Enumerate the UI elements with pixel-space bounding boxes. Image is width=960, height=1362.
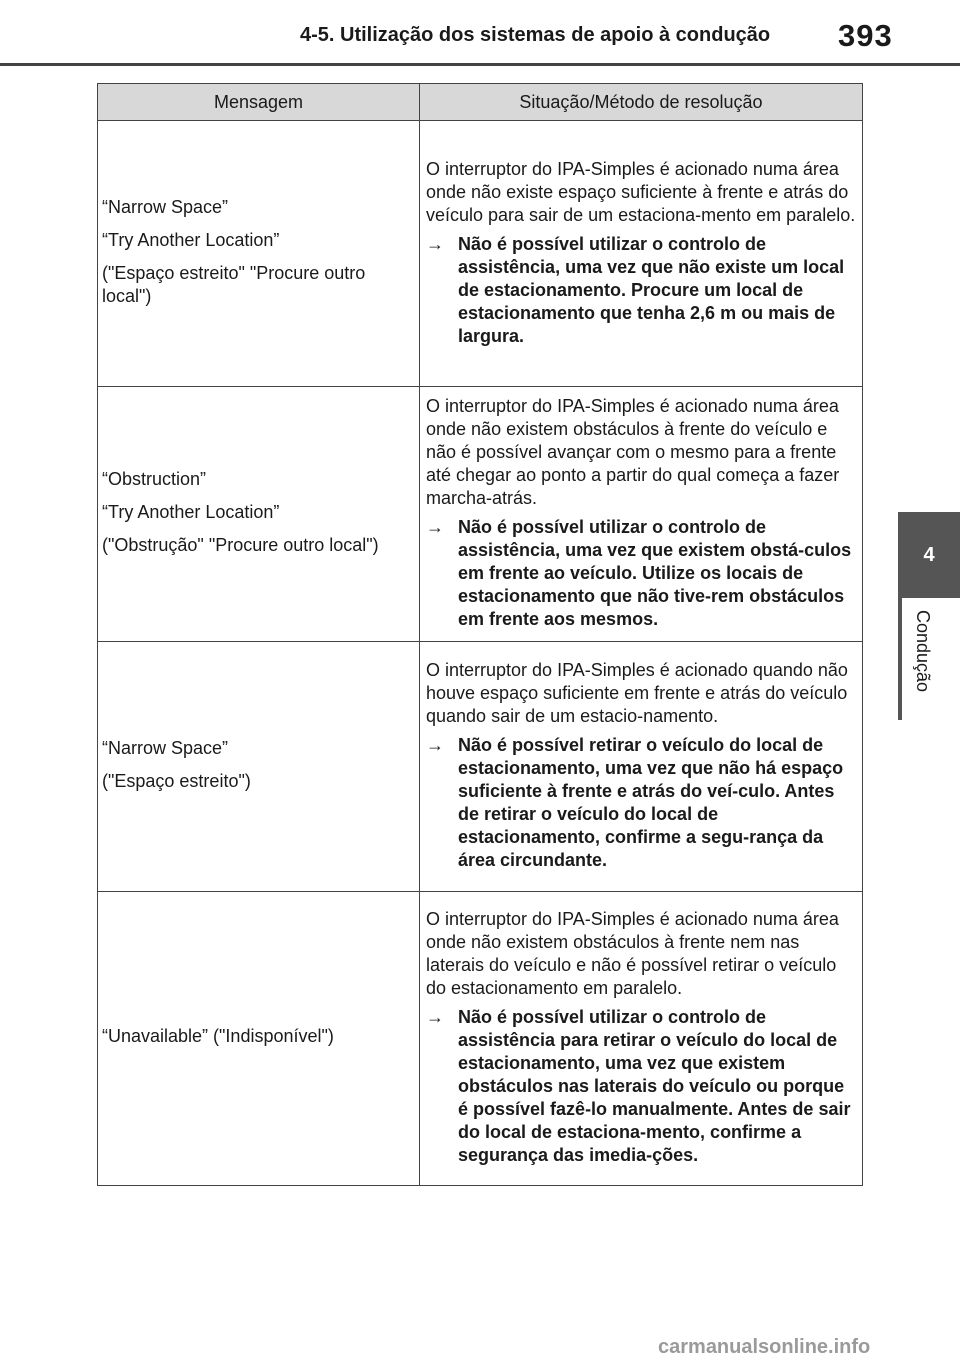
header-divider (0, 63, 960, 66)
situation-cell (420, 387, 863, 642)
chapter-label: Condução (913, 610, 933, 693)
table-row (98, 121, 863, 387)
message-line: “Narrow Space” (102, 737, 229, 758)
message-cell (98, 892, 420, 1186)
resolution-text: Não é possível utilizar o controlo de assistência, uma vez que existem obstá-culos em frente ao veículo. Utilize os locais de estacionamento que não tive-rem obstáculos em frente aos mesmos. (458, 517, 852, 629)
table-row (98, 387, 863, 642)
messages-table (97, 83, 863, 1186)
resolution-text: Não é possível utilizar o controlo de assistência, uma vez que não existe um local de estacionamento. Procure um local de estacionamento que tenha 2,6 m ou mais de largura. (458, 233, 845, 346)
arrow-icon: → (426, 233, 444, 254)
chapter-number-tab (898, 512, 960, 598)
column-header-situation: Situação/Método de resolução (420, 84, 863, 121)
message-line: “Obstruction” (102, 468, 207, 489)
situation-cell (420, 121, 863, 387)
message-line: “Try Another Location” (102, 501, 280, 522)
situation-text: O interruptor do IPA-Simples é acionado numa área onde não existem obstáculos à frente nem nas laterais do veículo e não é possível retirar o veículo do estacionamento em paralelo. (426, 909, 839, 998)
arrow-icon: → (426, 1007, 444, 1027)
message-cell (98, 387, 420, 642)
message-cell (98, 121, 420, 387)
message-line: “Unavailable” ("Indisponível") (102, 1026, 334, 1046)
resolution-text: Não é possível retirar o veículo do local de estacionamento, uma vez que não há espaço suficiente à frente e atrás do veí-culo. Antes de retirar o veículo do local de estacionamento, confirme a segu-rança da área circundante. (458, 735, 844, 870)
message-line: ("Espaço estreito" "Procure outro local") (102, 262, 366, 306)
resolution-item (426, 1006, 856, 1167)
situation-text: O interruptor do IPA-Simples é acionado numa área onde não existem obstáculos à frente do veículo e não é possível avançar com o mesmo para a frente até chegar ao ponto a partir do qual começa a fazer marcha-atrás. (426, 396, 840, 508)
arrow-icon: → (426, 517, 444, 537)
situation-text: O interruptor do IPA-Simples é acionado quando não houve espaço suficiente em frente e atrás do veículo quando sair de um estacio-namento. (426, 660, 848, 726)
column-header-message: Mensagem (98, 84, 420, 121)
message-line: “Narrow Space” (102, 196, 229, 217)
message-line: “Try Another Location” (102, 229, 280, 250)
resolution-item (426, 516, 856, 631)
situation-cell (420, 892, 863, 1186)
table-header-row (98, 84, 863, 121)
section-title: 4-5. Utilização dos sistemas de apoio à condução (300, 24, 771, 46)
situation-cell (420, 642, 863, 892)
table-row (98, 642, 863, 892)
arrow-icon: → (426, 735, 444, 755)
situation-text: O interruptor do IPA-Simples é acionado numa área onde não existe espaço suficiente à frente e atrás do veículo para sair de um estaciona-mento em paralelo. (426, 158, 856, 225)
watermark: carmanualsonline.info (658, 1336, 871, 1358)
message-line: ("Obstrução" "Procure outro local") (102, 534, 379, 555)
chapter-number: 4 (923, 543, 935, 566)
page-number: 393 (838, 18, 893, 53)
resolution-text: Não é possível utilizar o controlo de assistência para retirar o veículo do local de estacionamento, uma vez que existem obstáculos nas laterais do veículo ou porque é possível fazê-lo manualmente. Antes de sair do local de estaciona-mento, confirme a segurança das imedia-ções. (458, 1007, 851, 1165)
message-cell (98, 642, 420, 892)
table-row (98, 892, 863, 1186)
resolution-item (426, 734, 856, 872)
message-line: ("Espaço estreito") (102, 770, 251, 791)
resolution-item (426, 233, 856, 348)
